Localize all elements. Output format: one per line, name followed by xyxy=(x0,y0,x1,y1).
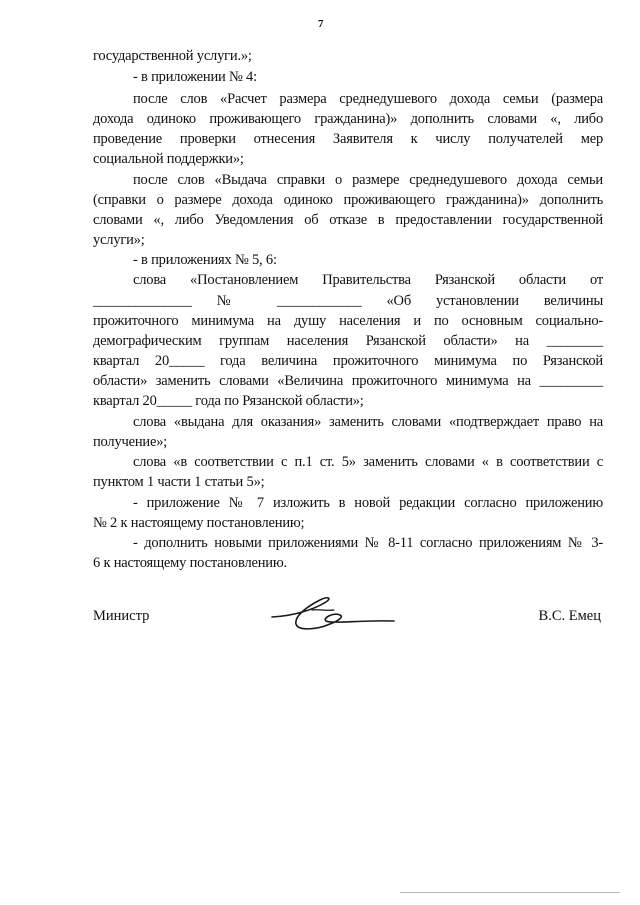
footer-rule xyxy=(400,892,620,893)
text-line: социальной поддержки»; xyxy=(93,151,244,167)
text-line: словами «, либо Уведомления об отказе в предоставлении государственной xyxy=(93,212,603,228)
text-line: пунктом 1 части 1 статьи 5»; xyxy=(93,474,265,490)
text-line: 6 к настоящему постановлению. xyxy=(93,555,287,571)
signatory-name: В.С. Емец xyxy=(538,608,601,624)
text-line: получение»; xyxy=(93,434,168,450)
text-line: - приложение № 7 изложить в новой редакции согласно приложению xyxy=(133,495,603,511)
text-line: - в приложении № 4: xyxy=(133,69,257,85)
text-line: прожиточного минимума на душу населения и по основным социально- xyxy=(93,313,603,329)
text-line: слова «в соответствии с п.1 ст. 5» заменить словами « в соответствии с xyxy=(133,454,603,470)
text-line: - в приложениях № 5, 6: xyxy=(133,252,277,268)
handwritten-signature xyxy=(268,590,398,634)
text-line: ______________ № ____________ «Об установлении величины xyxy=(93,293,603,309)
text-line: демографическим группам населения Рязанской области» на ________ xyxy=(93,333,603,349)
text-line: проведение проверки отнесения Заявителя к числу получателей мер xyxy=(93,131,603,147)
signatory-title: Министр xyxy=(93,608,150,624)
page-number: 7 xyxy=(318,18,324,30)
text-line: слова «Постановлением Правительства Рязанской области от xyxy=(133,272,603,288)
text-line: после слов «Расчет размера среднедушевого дохода семьи (размера xyxy=(133,91,603,107)
text-line: после слов «Выдача справки о размере среднедушевого дохода семьи xyxy=(133,172,603,188)
text-line: государственной услуги.»; xyxy=(93,48,252,64)
text-line: услуги»; xyxy=(93,232,145,248)
text-line: слова «выдана для оказания» заменить словами «подтверждает право на xyxy=(133,414,603,430)
text-line: дохода одиноко проживающего гражданина)» дополнить словами «, либо xyxy=(93,111,603,127)
text-line: (справки о размере дохода одиноко проживающего гражданина)» дополнить xyxy=(93,192,603,208)
text-line: квартал 20_____ года по Рязанской области»; xyxy=(93,393,364,409)
text-line: квартал 20_____ года величина прожиточного минимума по Рязанской xyxy=(93,353,603,369)
text-line: области» заменить словами «Величина прожиточного минимума на _________ xyxy=(93,373,603,389)
text-line: - дополнить новыми приложениями № 8-11 согласно приложениям № 3- xyxy=(133,535,603,551)
text-line: № 2 к настоящему постановлению; xyxy=(93,515,305,531)
